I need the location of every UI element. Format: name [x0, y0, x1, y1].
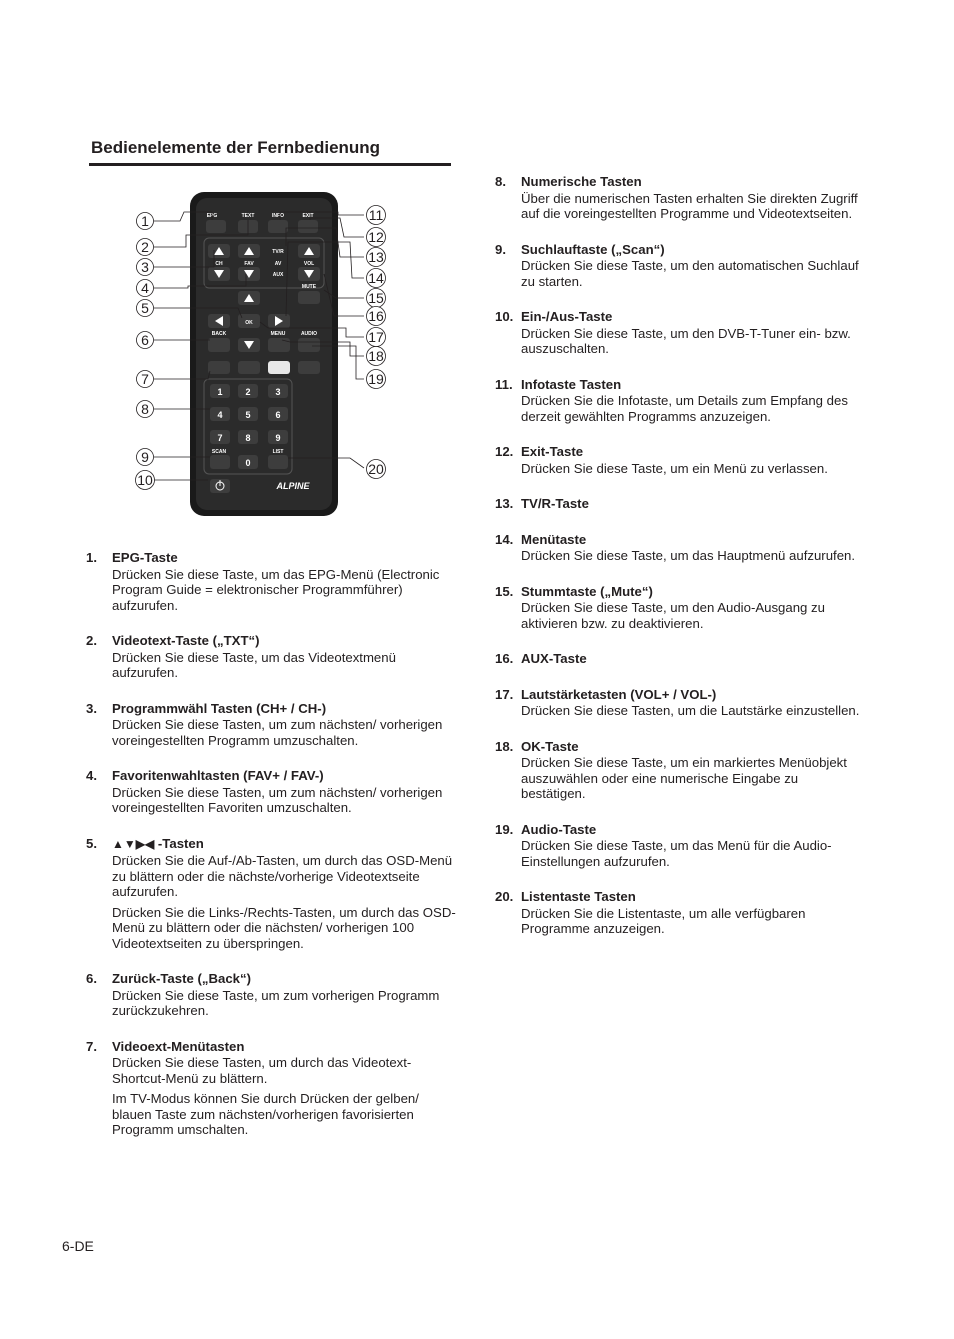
item-description: Drücken Sie diese Taste, um zum vorherigen Programm zurückzukehren.	[112, 987, 440, 1018]
item-description: Drücken Sie diese Taste, um den DVB-T-Tuner ein- bzw. auszuschalten.	[521, 325, 851, 356]
page-number: 6-DE	[62, 1238, 94, 1254]
item-title: Programmwähl Tasten (CH+ / CH-)	[112, 700, 327, 716]
callout-7: 7	[141, 371, 149, 387]
remote-label-scan: SCAN	[211, 449, 227, 455]
remote-label-audio: AUDIO	[300, 331, 318, 337]
item-title: Audio-Taste	[521, 821, 597, 837]
blue-key-button[interactable]	[298, 361, 320, 374]
item-number: 9.	[495, 241, 506, 257]
list-item	[495, 889, 865, 937]
scan-button[interactable]	[210, 455, 230, 469]
digit-2-label: 2	[245, 387, 251, 397]
digit-6-label: 6	[275, 410, 281, 420]
item-number: 14.	[495, 531, 514, 547]
item-title: Lautstärketasten (VOL+ / VOL-)	[521, 686, 717, 702]
item-number: 10.	[495, 309, 514, 324]
list-item	[495, 496, 865, 512]
item-number: 3.	[86, 700, 97, 716]
description-column-left	[86, 550, 456, 1158]
digit-4-label: 4	[217, 410, 223, 420]
mute-button[interactable]	[298, 291, 320, 304]
item-description: Drücken Sie die Auf-/Ab-Tasten, um durch das OSD-Menü zu blättern oder die nächste/vorherige Videotextseite aufzurufen.	[112, 853, 453, 899]
item-description-2: Drücken Sie die Links-/Rechts-Tasten, um durch das OSD-Menü zu blättern oder die nächsten/ vorherigen 100 Videotextseiten zu überspringen.	[112, 904, 456, 951]
callout-17: 17	[368, 329, 384, 345]
item-number: 12.	[495, 444, 514, 459]
callout-9: 9	[141, 449, 149, 465]
digit-8-label: 8	[245, 433, 251, 443]
epg-button[interactable]	[206, 220, 226, 233]
red-key-button[interactable]	[208, 361, 230, 374]
item-number: 15.	[495, 583, 514, 599]
item-number: 20.	[495, 889, 514, 904]
item-title: Infotaste Tasten	[521, 376, 622, 392]
item-number: 8.	[495, 174, 506, 189]
info-button[interactable]	[268, 220, 288, 233]
callout-2: 2	[141, 239, 149, 255]
heading-underline	[89, 163, 451, 166]
callout-15: 15	[368, 290, 384, 306]
item-description: Drücken Sie diese Taste, um ein markiertes Menüobjekt auszuwählen oder eine numerische Eingabe zu bestätigen.	[521, 755, 847, 801]
item-number: 18.	[495, 738, 514, 754]
item-title: Videotext-Taste („TXT“)	[112, 633, 260, 648]
list-item	[495, 377, 865, 425]
item-title: Stummtaste („Mute“)	[521, 583, 653, 599]
list-item	[495, 532, 865, 564]
item-title-text: -Tasten	[157, 835, 204, 851]
item-number: 17.	[495, 686, 514, 702]
item-title: Numerische Tasten	[521, 174, 642, 189]
remote-label-vol: VOL	[303, 261, 315, 267]
remote-label-mute: MUTE	[301, 284, 317, 290]
remote-label-epg: EPG	[206, 213, 218, 219]
item-description: Drücken Sie diese Taste, um das Hauptmenü aufzurufen.	[521, 548, 856, 563]
callout-18: 18	[368, 348, 384, 364]
callout-16: 16	[368, 308, 384, 324]
item-number: 5.	[86, 835, 97, 851]
callout-12: 12	[368, 229, 384, 245]
callout-1: 1	[141, 213, 149, 229]
item-description: Drücken Sie die Listentaste, um alle verfügbaren Programme anzuzeigen.	[521, 905, 806, 936]
callout-10: 10	[137, 472, 153, 488]
remote-label-fav: FAV	[244, 261, 254, 267]
item-description: Drücken Sie diese Tasten, um zum nächsten/ vorherigen voreingestellten Programm umzuschalten.	[112, 717, 443, 748]
item-title: Menütaste	[521, 531, 587, 547]
list-item	[495, 651, 865, 667]
list-item	[495, 174, 865, 222]
list-item	[495, 309, 865, 357]
remote-label-av: AV	[274, 261, 282, 267]
digit-7-label: 7	[217, 433, 223, 443]
item-title: Listentaste Tasten	[521, 889, 636, 904]
list-item	[86, 701, 456, 749]
item-title	[112, 836, 456, 853]
description-column-right	[495, 174, 865, 957]
list-item	[495, 584, 865, 632]
remote-label-exit: EXIT	[302, 213, 314, 219]
item-number: 2.	[86, 633, 97, 648]
list-item	[495, 242, 865, 290]
item-title: Favoritenwahltasten (FAV+ / FAV-)	[112, 768, 324, 783]
item-title: Videoext-Menütasten	[112, 1038, 245, 1054]
remote-label-back: BACK	[211, 331, 227, 337]
item-description: Drücken Sie diese Tasten, um zum nächsten/ vorherigen voreingestellten Favoriten umzuschalten.	[112, 784, 443, 815]
yellow-key-button[interactable]	[268, 361, 290, 374]
item-number: 13.	[495, 496, 514, 511]
item-title: OK-Taste	[521, 738, 579, 754]
item-number: 1.	[86, 550, 97, 565]
item-description: Drücken Sie diese Taste, um den Audio-Ausgang zu aktivieren bzw. zu deaktivieren.	[521, 600, 825, 631]
item-description: Über die numerischen Tasten erhalten Sie direkten Zugriff auf die voreingestellten Programme und Videotextseiten.	[521, 190, 858, 221]
item-title: Ein-/Aus-Taste	[521, 309, 613, 324]
item-title: EPG-Taste	[112, 550, 178, 565]
list-item	[86, 633, 456, 681]
item-number: 4.	[86, 768, 97, 783]
item-title: TV/R-Taste	[521, 496, 589, 511]
audio-button[interactable]	[298, 338, 320, 352]
remote-label-text: TEXT	[241, 213, 255, 219]
item-description: Drücken Sie diese Taste, um das Videotextmenü aufzurufen.	[112, 649, 396, 680]
item-description: Drücken Sie diese Taste, um das Menü für die Audio-Einstellungen aufzurufen.	[521, 838, 832, 869]
digit-0-label: 0	[245, 458, 251, 468]
list-item	[86, 971, 456, 1019]
page-heading: Bedienelemente der Fernbedienung	[91, 138, 381, 157]
list-item	[86, 836, 456, 952]
item-description: Drücken Sie diese Tasten, um durch das Videotext-Shortcut-Menü zu blättern.	[112, 1055, 412, 1086]
callouts-right	[367, 206, 386, 479]
item-title: Zurück-Taste („Back“)	[112, 971, 251, 986]
digit-9-label: 9	[275, 433, 281, 443]
item-description: Drücken Sie diese Taste, um ein Menü zu verlassen.	[521, 460, 828, 476]
item-description: Drücken Sie die Infotaste, um Details zum Empfang des derzeit gewählten Programms anzuzeigen.	[521, 393, 848, 424]
digit-1-label: 1	[217, 387, 223, 397]
remote-label-info: INFO	[272, 213, 284, 219]
callout-6: 6	[141, 332, 149, 348]
menu-button[interactable]	[268, 338, 290, 352]
item-description-2: Im TV-Modus können Sie durch Drücken der gelben/ blauen Taste zum nächsten/vorherigen favorisierten Programm umschalten.	[112, 1091, 419, 1137]
item-title: Exit-Taste	[521, 444, 584, 459]
callout-8: 8	[141, 401, 149, 417]
list-button[interactable]	[268, 455, 288, 469]
remote-label-menu: MENU	[270, 331, 286, 337]
list-item	[86, 1039, 456, 1138]
list-item	[86, 768, 456, 816]
list-item	[495, 822, 865, 870]
remote-label-aux: AUX	[272, 272, 284, 278]
digit-3-label: 3	[275, 387, 281, 397]
callout-5: 5	[141, 300, 149, 316]
list-item	[495, 687, 865, 719]
item-number: 16.	[495, 651, 514, 666]
item-description: Drücken Sie diese Taste, um das EPG-Menü (Electronic Program Guide = elektronischer Programmführer) aufzurufen.	[112, 566, 440, 613]
remote-label-tvr: TV/R	[272, 249, 284, 255]
back-button[interactable]	[208, 338, 230, 352]
remote-label-ch: CH	[215, 261, 223, 267]
remote-label-list: LIST	[272, 449, 284, 455]
list-item	[495, 739, 865, 802]
list-item	[495, 444, 865, 476]
item-number: 19.	[495, 821, 514, 837]
callouts-left	[136, 213, 155, 490]
remote-label-ok: OK	[245, 320, 253, 326]
callout-13: 13	[368, 249, 384, 265]
item-number: 7.	[86, 1038, 97, 1054]
item-description: Drücken Sie diese Tasten, um die Lautstärke einzustellen.	[521, 703, 860, 718]
item-title: Suchlauftaste („Scan“)	[521, 241, 665, 257]
item-description: Drücken Sie diese Taste, um den automatischen Suchlauf zu starten.	[521, 258, 859, 289]
digit-5-label: 5	[245, 410, 251, 420]
remote-control-illustration	[128, 190, 398, 520]
callout-4: 4	[141, 280, 149, 296]
callout-3: 3	[141, 259, 149, 275]
list-item	[86, 550, 456, 613]
exit-button[interactable]	[298, 220, 318, 233]
callout-11: 11	[368, 207, 384, 223]
item-title: AUX-Taste	[521, 651, 587, 666]
alpine-logo: ALPINE	[276, 481, 310, 491]
arrow-keys-icon: ▲▼▶◀	[112, 836, 155, 851]
item-number: 11.	[495, 376, 513, 392]
callout-14: 14	[368, 270, 384, 286]
green-key-button[interactable]	[238, 361, 260, 374]
item-number: 6.	[86, 971, 97, 986]
callout-19: 19	[368, 371, 384, 387]
callout-20: 20	[368, 461, 384, 477]
